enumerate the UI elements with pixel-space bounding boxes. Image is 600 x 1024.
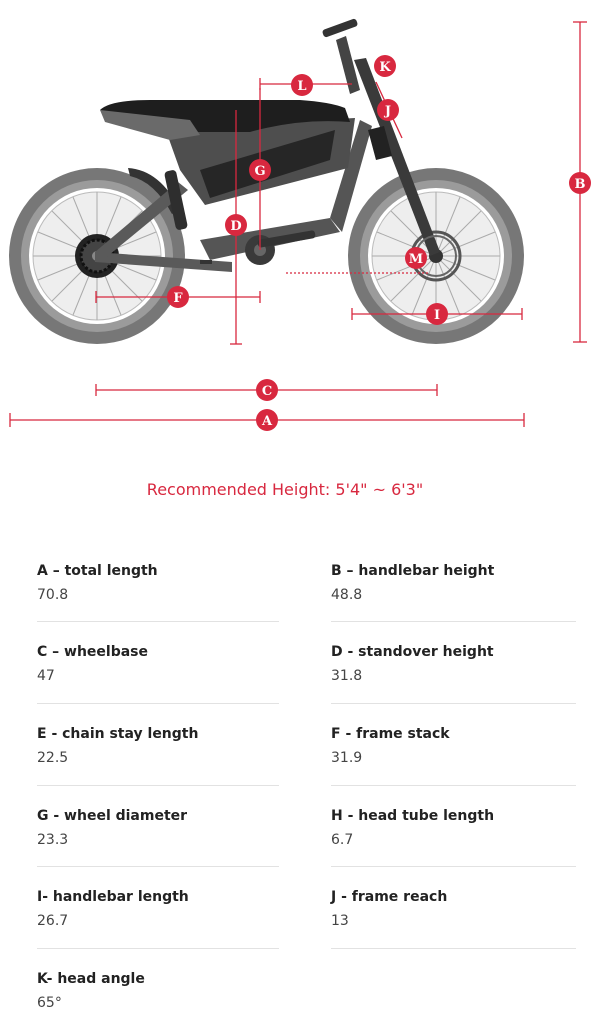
svg-text:K: K: [379, 60, 391, 75]
spec-frame-reach: [331, 888, 573, 930]
spec-value: 48.8: [331, 587, 363, 603]
badge-b: [569, 172, 591, 194]
badge-a: [256, 409, 278, 431]
spec-value: 70.8: [37, 587, 69, 603]
divider: [37, 785, 279, 786]
svg-text:F: F: [173, 291, 183, 306]
badge-l: [291, 74, 313, 96]
badge-m: [405, 247, 427, 269]
divider: [331, 785, 576, 786]
svg-text:M: M: [408, 252, 424, 267]
spec-value: 13: [331, 913, 349, 929]
spec-value: 22.5: [37, 750, 69, 766]
spec-label: F - frame stack: [331, 726, 450, 742]
spec-value: 26.7: [37, 913, 69, 929]
svg-text:C: C: [261, 384, 273, 399]
spec-label: H - head tube length: [331, 808, 495, 824]
spec-label: A – total length: [37, 563, 158, 579]
spec-handlebar-length: [37, 888, 279, 930]
svg-text:G: G: [254, 164, 266, 179]
divider: [37, 948, 279, 949]
spec-label: I- handlebar length: [37, 889, 189, 905]
badge-d: [225, 214, 247, 236]
svg-text:B: B: [574, 177, 586, 192]
spec-standover-height: [331, 643, 573, 685]
spec-handlebar-height: [331, 562, 573, 604]
spec-label: K- head angle: [37, 971, 145, 987]
spec-label: C – wheelbase: [37, 644, 149, 660]
divider: [331, 703, 576, 704]
spec-label: E - chain stay length: [37, 726, 199, 742]
spec-value: 23.3: [37, 832, 69, 848]
spec-wheelbase: [37, 643, 279, 685]
spec-frame-stack: [331, 725, 573, 767]
divider: [37, 621, 279, 622]
spec-wheel-diameter: [37, 807, 279, 849]
recommended-height: Recommended Height: 5'4" ~ 6'3": [146, 480, 424, 499]
divider: [331, 621, 576, 622]
spec-value: 31.9: [331, 750, 363, 766]
badge-c: [256, 379, 278, 401]
divider: [331, 866, 576, 867]
badge-j: [377, 99, 399, 121]
divider: [37, 866, 279, 867]
badge-g: [249, 159, 271, 181]
badge-k: [374, 55, 396, 77]
svg-text:I: I: [433, 308, 441, 323]
badge-i: [426, 303, 448, 325]
spec-label: D - standover height: [331, 644, 494, 660]
svg-text:A: A: [261, 414, 273, 429]
svg-text:L: L: [297, 79, 307, 94]
divider: [37, 703, 279, 704]
svg-text:D: D: [230, 219, 242, 234]
spec-label: G - wheel diameter: [37, 808, 188, 824]
spec-value: 6.7: [331, 832, 354, 848]
svg-text:J: J: [384, 104, 392, 119]
spec-head-angle: [37, 970, 279, 1012]
spec-value: 47: [37, 668, 55, 684]
spec-head-tube-length: [331, 807, 573, 849]
spec-label: B – handlebar height: [331, 563, 495, 579]
spec-label: J - frame reach: [331, 889, 448, 905]
badge-f: [167, 286, 189, 308]
spec-value: 65°: [37, 995, 62, 1011]
bike-geometry-diagram: [0, 0, 600, 440]
spec-value: 31.8: [331, 668, 363, 684]
divider: [331, 948, 576, 949]
spec-chain-stay-length: [37, 725, 279, 767]
spec-total-length: [37, 562, 279, 604]
